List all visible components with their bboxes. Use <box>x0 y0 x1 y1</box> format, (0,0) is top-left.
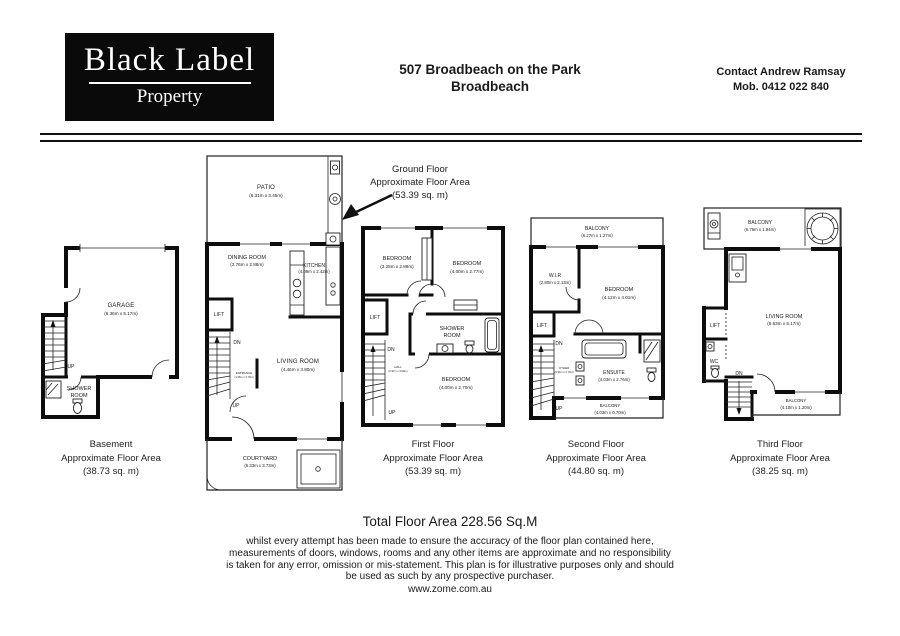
first-stairs <box>363 340 385 420</box>
second-balcony-bottom-dims: (4.03m x 0.70m) <box>594 410 626 415</box>
garage-dims: (6.36m x 5.17m) <box>104 311 138 316</box>
second-stairs <box>531 340 554 410</box>
disclaimer-line3: is taken for any error, omission or mis-statement. This plan is for illustrative purposes only and should <box>226 559 674 571</box>
third-stairs <box>726 381 752 415</box>
second-caption-line2: Approximate Floor Area <box>546 452 646 464</box>
third-balcony-bottom-label: BALCONY <box>785 398 807 403</box>
second-other-label: OTHER <box>558 366 570 370</box>
dining-label: DINING ROOM <box>228 255 266 261</box>
ground-annotation-line2: Approximate Floor Area <box>370 177 470 188</box>
patio-dims: (6.31m x 3.45m) <box>249 193 283 198</box>
first-up-label: UP <box>388 410 396 416</box>
agent-contact <box>695 65 867 95</box>
second-balcony-top-label: BALCONY <box>585 226 609 232</box>
wir-dims: (2.80m x 2.13m) <box>539 280 571 285</box>
third-caption <box>700 438 860 479</box>
third-lift-label: LIFT <box>709 323 721 329</box>
first-shower-label: SHOWER <box>439 326 465 332</box>
property-address: 507 Broadbeach on the Park <box>399 62 581 77</box>
third-caption-line2: Approximate Floor Area <box>730 452 830 464</box>
property-suburb: Broadbeach <box>450 79 530 94</box>
disclaimer-line2: measurements of doors, windows, rooms and any other items are approximate and no responsibility <box>229 547 671 559</box>
total-floor-area: Total Floor Area 228.56 Sq.M <box>362 514 538 529</box>
disclaimer <box>120 536 780 583</box>
first-bedroom2-label: BEDROOM <box>452 261 482 267</box>
third-balcony-top-label: BALCONY <box>748 220 772 226</box>
basement-caption-line1: Basement <box>89 439 133 450</box>
first-caption-line3: (53.39 sq. m) <box>405 466 461 477</box>
ground-floorplan <box>202 147 347 493</box>
first-bedroom1-label: BEDROOM <box>382 256 412 262</box>
kitchen-dims: (4.09m x 2.42m) <box>298 269 330 274</box>
ensuite-dims: (4.03m x 2.76m) <box>598 377 630 382</box>
basement-caption-line3: (38.73 sq. m) <box>83 466 139 477</box>
second-up-label: UP <box>555 406 563 412</box>
second-bedroom-label: BEDROOM <box>604 287 634 293</box>
first-bedroom1-dims: (3.28m x 2.89m) <box>380 264 414 269</box>
second-lift-label: LIFT <box>536 323 548 329</box>
entrance-dims: (1.06m x 3.79m) <box>234 376 254 379</box>
agent-name: Contact Andrew Ramsay <box>716 66 846 78</box>
wir-label: W.I.R <box>548 273 562 279</box>
second-other-dims: (0.91m x 2.73m) <box>554 371 574 374</box>
ground-dn-label: DN <box>233 340 241 346</box>
ground-patio <box>207 156 342 244</box>
second-balcony-bottom-label: BALCONY <box>599 403 621 408</box>
second-caption <box>516 438 676 479</box>
agent-phone: Mob. 0412 022 840 <box>732 81 829 93</box>
first-bedroom3-label: BEDROOM <box>441 377 471 383</box>
entrance-label: ENTRANCE <box>235 371 253 375</box>
disclaimer-line4: be used as such by any prospective purchaser. <box>345 571 555 583</box>
third-kitchenette <box>729 254 746 282</box>
header-divider <box>40 133 862 142</box>
second-dn-label: DN <box>555 341 563 347</box>
patio-label: PATIO <box>256 185 276 191</box>
ensuite-label: ENSUITE <box>603 370 625 376</box>
second-caption-line1: Second Floor <box>567 439 625 450</box>
logo-subtitle: Property <box>136 86 203 107</box>
ground-up-label: UP <box>232 403 240 409</box>
logo-title: Black Label <box>83 42 256 78</box>
wc-label: WC <box>709 359 719 365</box>
annotation-arrow-icon <box>340 192 402 224</box>
courtyard-dims: (6.33m x 3.73m) <box>244 463 276 468</box>
first-hall-label: HALL <box>394 365 402 369</box>
third-walls <box>704 246 840 419</box>
basement-up-label: UP <box>67 364 75 370</box>
first-bedroom3-dims: (4.00m x 2.70m) <box>439 385 473 390</box>
third-caption-line3: (38.25 sq. m) <box>752 466 808 477</box>
basement-walls <box>43 244 177 417</box>
ground-living-dims: (4.46m x 3.80m) <box>281 367 315 372</box>
ground-lift-label: LIFT <box>213 312 225 318</box>
ground-annotation-line1: Ground Floor <box>392 164 448 175</box>
first-bedroom2-dims: (4.00m x 2.77m) <box>450 269 484 274</box>
second-caption-line3: (44.80 sq. m) <box>568 466 624 477</box>
third-living-dims: (6.63m x 5.17m) <box>767 321 801 326</box>
shower-room-label: SHOWER <box>66 386 92 392</box>
second-bedroom-dims: (4.12m x 4.01m) <box>602 295 636 300</box>
basement-floorplan <box>40 240 200 425</box>
basement-stairs <box>43 320 66 371</box>
website-url: www.zome.com.au <box>408 584 492 595</box>
agency-logo <box>65 33 274 121</box>
dining-dims: (3.76m x 2.88m) <box>230 262 264 267</box>
third-living-label: LIVING ROOM <box>765 314 803 320</box>
shower-room-label2: ROOM <box>70 393 88 399</box>
first-lift-label: LIFT <box>369 315 381 321</box>
garage-label: GARAGE <box>107 303 135 309</box>
first-caption <box>353 438 513 479</box>
property-title <box>365 61 615 95</box>
second-walls <box>531 244 663 418</box>
first-floorplan <box>357 222 507 430</box>
first-caption-line1: First Floor <box>411 439 455 450</box>
ground-annotation-line3: (53.39 sq. m) <box>392 190 448 201</box>
second-balcony-top-dims: (6.27m x 1.27m) <box>581 233 613 238</box>
first-hall-dims: (0.97m x 3.09m) <box>388 370 408 373</box>
first-caption-line2: Approximate Floor Area <box>383 452 483 464</box>
third-dn-label: DN <box>735 371 743 377</box>
first-wardrobes <box>422 238 477 310</box>
kitchen-label: KITCHEN <box>303 263 325 269</box>
basement-caption-line2: Approximate Floor Area <box>61 452 161 464</box>
disclaimer-line1: whilst every attempt has been made to ensure the accuracy of the floor plan contained here, <box>246 536 654 547</box>
third-balcony-top-dims: (6.76m x 1.94m) <box>744 227 776 232</box>
logo-rule <box>89 82 251 84</box>
third-caption-line1: Third Floor <box>757 439 803 450</box>
first-shower-label2: ROOM <box>443 333 461 339</box>
first-dn-label: DN <box>387 347 395 353</box>
basement-caption <box>31 438 191 479</box>
third-floorplan <box>695 195 847 451</box>
courtyard-label: COURTYARD <box>242 456 278 462</box>
third-balcony-bottom-dims: (4.10m x 1.20m) <box>780 405 812 410</box>
ground-living-label: LIVING ROOM <box>276 359 320 365</box>
